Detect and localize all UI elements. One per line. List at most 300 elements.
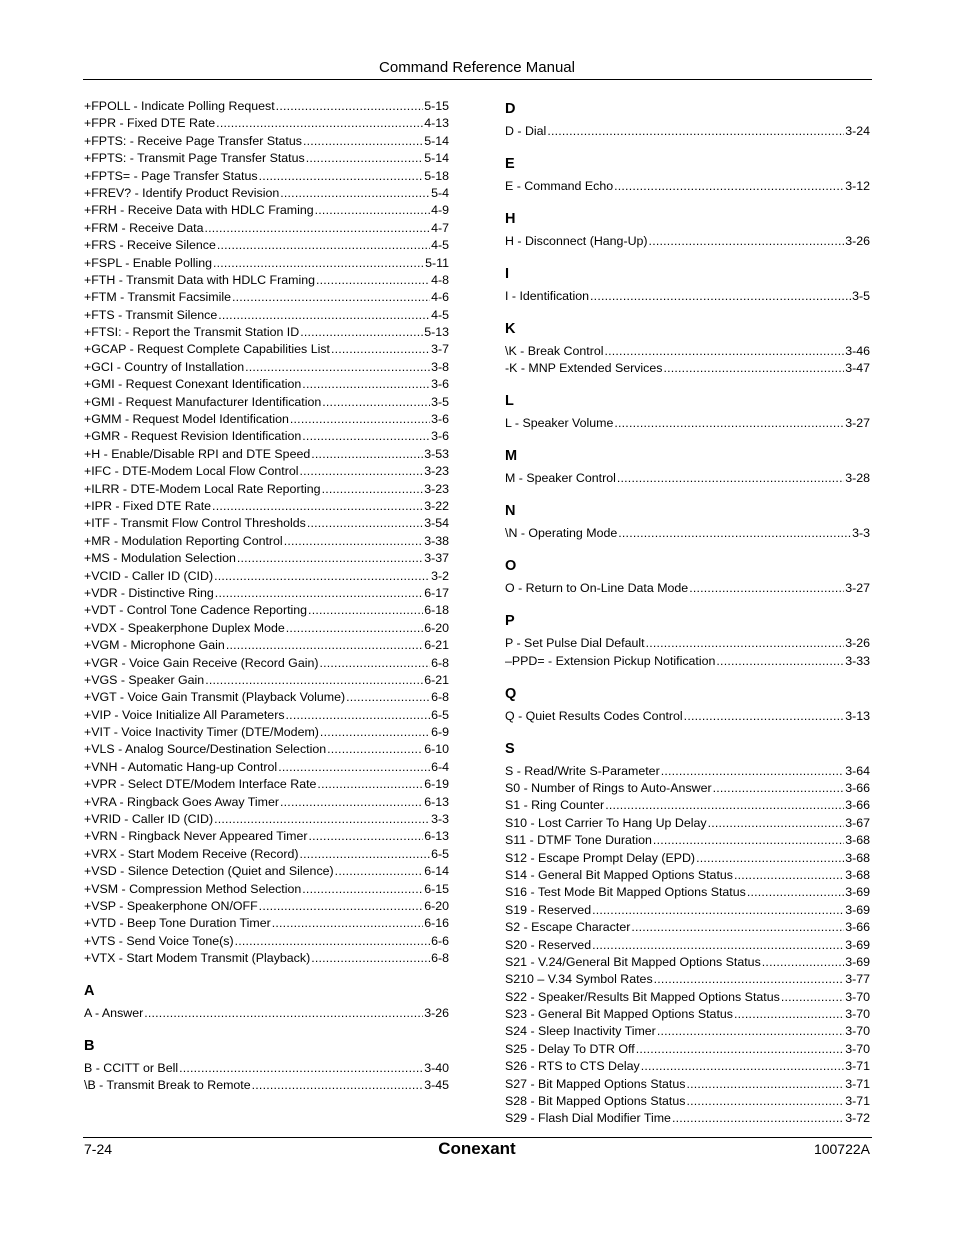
- index-section-n: [505, 498, 870, 542]
- entry-label: +FSPL - Enable Polling: [84, 255, 212, 270]
- index-entry[interactable]: [505, 233, 870, 250]
- dot-leader: [734, 1006, 844, 1023]
- section-letter: H: [505, 210, 516, 227]
- index-entry[interactable]: [84, 1005, 449, 1022]
- entry-label: +FRH - Receive Data with HDLC Framing: [84, 203, 314, 218]
- entry-label: H - Disconnect (Hang-Up): [505, 233, 648, 248]
- entry-label: -K - MNP Extended Services: [505, 361, 663, 376]
- index-entry[interactable]: [505, 832, 870, 849]
- dot-leader: [335, 863, 424, 880]
- entry-page: 6-19: [424, 777, 449, 792]
- index-entry[interactable]: [84, 255, 449, 272]
- index-entry[interactable]: [505, 1023, 870, 1040]
- dot-leader: [649, 233, 845, 250]
- entry-page: 3-13: [845, 708, 870, 723]
- dot-leader: [672, 1110, 844, 1127]
- dot-leader: [303, 133, 423, 150]
- index-section-b: [84, 1033, 449, 1095]
- entry-label: +VGS - Speaker Gain: [84, 672, 205, 687]
- index-entry[interactable]: [84, 915, 449, 932]
- index-entry[interactable]: [84, 863, 449, 880]
- dot-leader: [618, 525, 851, 542]
- index-entry[interactable]: [84, 515, 449, 532]
- index-entry[interactable]: [84, 828, 449, 845]
- entry-page: 3-46: [845, 343, 870, 358]
- dot-leader: [299, 463, 423, 480]
- index-entry[interactable]: [84, 237, 449, 254]
- index-entry[interactable]: [505, 971, 870, 988]
- index-entry[interactable]: [84, 568, 449, 585]
- index-entry[interactable]: [505, 797, 870, 814]
- index-entry[interactable]: [505, 653, 870, 670]
- index-entry[interactable]: [505, 415, 870, 432]
- entry-label: S28 - Bit Mapped Options Status: [505, 1094, 686, 1109]
- entry-label: S1 - Ring Counter: [505, 798, 605, 813]
- entry-label: S22 - Speaker/Results Bit Mapped Options Status: [505, 989, 780, 1004]
- entry-label: +FTSI: - Report the Transmit Station ID: [84, 325, 300, 340]
- dot-leader: [661, 763, 844, 780]
- section-letter: B: [84, 1037, 95, 1054]
- index-entry[interactable]: [84, 376, 449, 393]
- entry-page: 3-77: [845, 972, 870, 987]
- index-entry[interactable]: [84, 724, 449, 741]
- index-entry[interactable]: [84, 463, 449, 480]
- entry-page: 3-3: [431, 812, 449, 827]
- index-entry[interactable]: [505, 1093, 870, 1110]
- section-letter: N: [505, 503, 516, 520]
- entry-page: 4-8: [431, 272, 449, 287]
- index-entry[interactable]: [84, 498, 449, 515]
- index-entry[interactable]: [84, 133, 449, 150]
- entry-page: 3-66: [845, 798, 870, 813]
- entry-label: +VDR - Distinctive Ring: [84, 585, 214, 600]
- dot-leader: [218, 307, 430, 324]
- index-entry[interactable]: [505, 288, 870, 305]
- entry-label: +FREV? - Identify Product Revision: [84, 185, 280, 200]
- index-section-o: [505, 553, 870, 597]
- index-entry[interactable]: [84, 150, 449, 167]
- dot-leader: [319, 655, 430, 672]
- index-section-l: [505, 388, 870, 432]
- entry-page: 3-7: [431, 342, 449, 357]
- index-entry[interactable]: [84, 185, 449, 202]
- entry-page: 3-71: [845, 1076, 870, 1091]
- entry-page: 6-15: [424, 881, 449, 896]
- entry-label: +IFC - DTE-Modem Local Flow Control: [84, 464, 299, 479]
- entry-page: 3-53: [424, 446, 449, 461]
- dot-leader: [657, 1023, 844, 1040]
- index-entry[interactable]: [84, 359, 449, 376]
- index-entry[interactable]: [505, 989, 870, 1006]
- index-entry[interactable]: [505, 954, 870, 971]
- entry-page: 6-21: [424, 638, 449, 653]
- index-section-q: [505, 681, 870, 725]
- index-entry[interactable]: [505, 123, 870, 140]
- index-entry[interactable]: [505, 919, 870, 936]
- entry-label: O - Return to On-Line Data Mode: [505, 581, 689, 596]
- dot-leader: [259, 168, 424, 185]
- entry-page: 3-27: [845, 581, 870, 596]
- section-letter: E: [505, 155, 515, 172]
- index-entry[interactable]: [84, 585, 449, 602]
- index-entry[interactable]: [505, 1076, 870, 1093]
- index-entry[interactable]: [84, 98, 449, 115]
- entry-label: E - Command Echo: [505, 178, 614, 193]
- entry-page: 6-8: [431, 655, 449, 670]
- dot-leader: [614, 415, 844, 432]
- entry-page: 3-69: [845, 954, 870, 969]
- entry-label: +VDT - Control Tone Cadence Reporting: [84, 603, 308, 618]
- index-entry[interactable]: [84, 481, 449, 498]
- entry-label: S10 - Lost Carrier To Hang Up Delay: [505, 815, 707, 830]
- entry-page: 6-5: [431, 707, 449, 722]
- section-letter: D: [505, 101, 516, 117]
- entry-label: +VLS - Analog Source/Destination Selection: [84, 742, 327, 757]
- index-entry[interactable]: [505, 580, 870, 597]
- section-letter: L: [505, 393, 514, 410]
- section-letter: O: [505, 558, 517, 575]
- entry-label: +GMM - Request Model Identification: [84, 412, 289, 427]
- dot-leader: [713, 780, 845, 797]
- entry-label: S29 - Flash Dial Modifier Time: [505, 1111, 671, 1126]
- index-entry[interactable]: [84, 933, 449, 950]
- dot-leader: [322, 394, 430, 411]
- dot-leader: [302, 376, 430, 393]
- index-section-e: [505, 151, 870, 195]
- entry-label: +VSP - Speakerphone ON/OFF: [84, 898, 258, 913]
- entry-page: 3-70: [845, 1024, 870, 1039]
- entry-label: S24 - Sleep Inactivity Timer: [505, 1024, 656, 1039]
- index-entry[interactable]: [505, 1110, 870, 1127]
- entry-page: 3-37: [424, 551, 449, 566]
- entry-label: B - CCITT or Bell: [84, 1060, 179, 1075]
- index-entry[interactable]: [84, 655, 449, 672]
- dot-leader: [290, 411, 430, 428]
- dot-leader: [617, 470, 844, 487]
- entry-label: P - Set Pulse Dial Default: [505, 636, 645, 651]
- entry-label: S16 - Test Mode Bit Mapped Options Status: [505, 885, 746, 900]
- index-entry[interactable]: [84, 307, 449, 324]
- dot-leader: [280, 185, 430, 202]
- entry-page: 3-69: [845, 902, 870, 917]
- index-right-column: [505, 96, 870, 1138]
- entry-label: +VCID - Caller ID (CID): [84, 568, 214, 583]
- entry-label: S23 - General Bit Mapped Options Status: [505, 1007, 733, 1022]
- entry-page: 6-20: [424, 898, 449, 913]
- entry-label: +GMR - Request Revision Identification: [84, 429, 302, 444]
- entry-page: 6-20: [424, 620, 449, 635]
- entry-label: S2 - Escape Character: [505, 920, 631, 935]
- index-entry[interactable]: [84, 794, 449, 811]
- index-entry[interactable]: [505, 902, 870, 919]
- dot-leader: [592, 902, 844, 919]
- entry-page: 3-6: [431, 377, 449, 392]
- dot-leader: [641, 1058, 844, 1075]
- index-entry[interactable]: [84, 115, 449, 132]
- index-entry[interactable]: [505, 884, 870, 901]
- index-entry[interactable]: [84, 741, 449, 758]
- index-entry[interactable]: [84, 689, 449, 706]
- entry-label: +GCI - Country of Installation: [84, 359, 245, 374]
- section-letter: I: [505, 265, 510, 282]
- index-entry[interactable]: [84, 950, 449, 967]
- dot-leader: [278, 759, 430, 776]
- entry-page: 5-15: [424, 99, 449, 113]
- index-entry[interactable]: [84, 168, 449, 185]
- section-letter: K: [505, 320, 516, 337]
- entry-label: \N - Operating Mode: [505, 526, 618, 541]
- dot-leader: [747, 884, 844, 901]
- dot-leader: [327, 741, 423, 758]
- dot-leader: [259, 898, 424, 915]
- entry-page: 6-6: [431, 933, 449, 948]
- entry-page: 5-18: [424, 168, 449, 183]
- entry-label: +VNH - Automatic Hang-up Control: [84, 759, 278, 774]
- index-entry[interactable]: [505, 937, 870, 954]
- index-entry[interactable]: [505, 763, 870, 780]
- header-rule: [83, 79, 872, 80]
- dot-leader: [686, 1076, 844, 1093]
- dot-leader: [663, 360, 844, 377]
- dot-leader: [306, 150, 423, 167]
- entry-page: 3-38: [424, 533, 449, 548]
- index-entry[interactable]: [84, 202, 449, 219]
- entry-page: 3-70: [845, 989, 870, 1004]
- dot-leader: [214, 568, 430, 585]
- entry-label: S0 - Number of Rings to Auto-Answer: [505, 781, 712, 795]
- entry-label: D - Dial: [505, 124, 547, 138]
- dot-leader: [653, 832, 844, 849]
- section-letter: M: [505, 448, 518, 465]
- dot-leader: [286, 620, 423, 637]
- index-entry[interactable]: [505, 867, 870, 884]
- entry-label: +VGR - Voice Gain Receive (Record Gain): [84, 655, 319, 670]
- entry-label: +VRA - Ringback Goes Away Timer: [84, 794, 280, 809]
- dot-leader: [204, 220, 430, 237]
- dot-leader: [245, 359, 430, 376]
- index-entry[interactable]: [505, 1041, 870, 1058]
- dot-leader: [646, 635, 845, 652]
- dot-leader: [636, 1041, 844, 1058]
- dot-leader: [631, 919, 844, 936]
- dot-leader: [237, 550, 423, 567]
- index-entry[interactable]: [84, 811, 449, 828]
- index-entry[interactable]: [84, 446, 449, 463]
- entry-page: 3-26: [845, 233, 870, 248]
- entry-page: 3-70: [845, 1007, 870, 1022]
- index-entry[interactable]: [84, 602, 449, 619]
- dot-leader: [308, 828, 423, 845]
- index-entry[interactable]: [84, 776, 449, 793]
- section-letter: P: [505, 613, 515, 630]
- entry-label: +VTS - Send Voice Tone(s): [84, 933, 234, 948]
- entry-label: +VGM - Microphone Gain: [84, 638, 225, 653]
- entry-label: +FPTS: - Receive Page Transfer Status: [84, 133, 302, 148]
- dot-leader: [762, 954, 844, 971]
- index-entry[interactable]: [505, 178, 870, 195]
- entry-label: S - Read/Write S-Parameter: [505, 763, 660, 778]
- dot-leader: [654, 971, 845, 988]
- entry-page: 5-11: [425, 255, 449, 270]
- dot-leader: [781, 989, 844, 1006]
- entry-label: L - Speaker Volume: [505, 416, 614, 431]
- entry-page: 6-8: [431, 690, 449, 705]
- dot-leader: [614, 178, 844, 195]
- entry-page: 3-12: [845, 178, 870, 193]
- index-entry[interactable]: [84, 707, 449, 724]
- entry-label: +FPR - Fixed DTE Rate: [84, 116, 216, 131]
- index-entry[interactable]: [505, 780, 870, 797]
- entry-page: 3-47: [845, 361, 870, 376]
- dot-leader: [320, 724, 430, 741]
- dot-leader: [179, 1060, 423, 1077]
- index-entry[interactable]: [84, 272, 449, 289]
- index-entry[interactable]: [84, 324, 449, 341]
- index-entry[interactable]: [84, 898, 449, 915]
- index-entry[interactable]: [84, 672, 449, 689]
- entry-label: +FRM - Receive Data: [84, 220, 204, 235]
- entry-label: +H - Enable/Disable RPI and DTE Speed: [84, 446, 311, 461]
- index-entry[interactable]: [84, 394, 449, 411]
- entry-page: 3-66: [845, 920, 870, 935]
- dot-leader: [276, 98, 424, 115]
- dot-leader: [317, 776, 423, 793]
- index-entry[interactable]: [84, 1077, 449, 1094]
- entry-page: 4-5: [431, 307, 449, 322]
- dot-leader: [592, 937, 844, 954]
- index-entry[interactable]: [505, 343, 870, 360]
- dot-leader: [300, 846, 431, 863]
- dot-leader: [272, 915, 423, 932]
- dot-leader: [322, 481, 424, 498]
- entry-label: S27 - Bit Mapped Options Status: [505, 1076, 686, 1091]
- entry-page: 4-6: [431, 290, 449, 305]
- entry-page: 3-67: [845, 815, 870, 830]
- entry-page: 6-9: [431, 725, 449, 740]
- entry-page: 3-69: [845, 937, 870, 952]
- dot-leader: [217, 237, 430, 254]
- entry-label: +GCAP - Request Complete Capabilities List: [84, 342, 330, 357]
- index-section-i: [505, 261, 870, 305]
- index-entry[interactable]: [84, 759, 449, 776]
- entry-label: –PPD= - Extension Pickup Notification: [505, 653, 716, 668]
- dot-leader: [214, 811, 430, 828]
- index-entry[interactable]: [505, 1058, 870, 1075]
- entry-page: 3-70: [845, 1041, 870, 1056]
- index-section-m: [505, 443, 870, 487]
- entry-label: \B - Transmit Break to Remote: [84, 1077, 251, 1092]
- index-entry[interactable]: [84, 289, 449, 306]
- index-entry[interactable]: [505, 635, 870, 652]
- entry-label: S210 – V.34 Symbol Rates: [505, 972, 653, 987]
- index-entry[interactable]: [84, 411, 449, 428]
- entry-label: +FPOLL - Indicate Polling Request: [84, 99, 275, 113]
- entry-page: 3-5: [852, 288, 870, 303]
- entry-label: +IPR - Fixed DTE Rate: [84, 498, 212, 513]
- index-entry[interactable]: [84, 341, 449, 358]
- entry-label: +VPR - Select DTE/Modem Interface Rate: [84, 777, 317, 792]
- index-entry[interactable]: [84, 1060, 449, 1077]
- entry-page: 4-13: [424, 116, 449, 131]
- dot-leader: [604, 343, 844, 360]
- entry-page: 6-21: [424, 672, 449, 687]
- dot-leader: [215, 585, 423, 602]
- entry-page: 3-23: [424, 464, 449, 479]
- index-entry[interactable]: [505, 815, 870, 832]
- entry-label: S12 - Escape Prompt Delay (EPD): [505, 850, 696, 865]
- entry-page: 3-6: [431, 429, 449, 444]
- index-section-k: [505, 316, 870, 378]
- dot-leader: [307, 515, 423, 532]
- entry-page: 3-6: [431, 412, 449, 427]
- entry-label: +FTH - Transmit Data with HDLC Framing: [84, 272, 315, 287]
- dot-leader: [216, 115, 423, 132]
- entry-page: 6-18: [424, 603, 449, 618]
- entry-page: 3-33: [845, 653, 870, 668]
- entry-label: +VTD - Beep Tone Duration Timer: [84, 916, 271, 931]
- dot-leader: [605, 797, 844, 814]
- entry-label: S20 - Reserved: [505, 937, 592, 952]
- entry-page: 3-27: [845, 416, 870, 431]
- entry-label: +FTS - Transmit Silence: [84, 307, 218, 322]
- index-entry[interactable]: [84, 533, 449, 550]
- index-entry[interactable]: [505, 708, 870, 725]
- entry-label: +VIP - Voice Initialize All Parameters: [84, 707, 285, 722]
- dot-leader: [205, 672, 423, 689]
- index-entry[interactable]: [84, 637, 449, 654]
- index-entry[interactable]: [505, 470, 870, 487]
- entry-label: \K - Break Control: [505, 343, 604, 358]
- entry-page: 3-2: [431, 568, 449, 583]
- dot-leader: [708, 815, 845, 832]
- entry-page: 3-64: [845, 763, 870, 778]
- entry-page: 3-28: [845, 471, 870, 486]
- entry-label: +ITF - Transmit Flow Control Thresholds: [84, 516, 306, 531]
- index-entry[interactable]: [84, 846, 449, 863]
- dot-leader: [302, 428, 430, 445]
- entry-label: Q - Quiet Results Codes Control: [505, 708, 683, 723]
- index-entry[interactable]: [84, 881, 449, 898]
- index-entry[interactable]: [84, 428, 449, 445]
- entry-page: 6-10: [424, 742, 449, 757]
- entry-page: 3-72: [845, 1111, 870, 1126]
- entry-label: +VRN - Ringback Never Appeared Timer: [84, 829, 308, 844]
- dot-leader: [689, 580, 844, 597]
- index-entry[interactable]: [505, 360, 870, 377]
- entry-page: 6-13: [424, 829, 449, 844]
- index-entry[interactable]: [505, 850, 870, 867]
- running-header-title: Command Reference Manual: [379, 59, 575, 76]
- index-entry[interactable]: [505, 525, 870, 542]
- entry-page: 6-4: [431, 759, 449, 774]
- index-entry[interactable]: [84, 620, 449, 637]
- entry-label: +VTX - Start Modem Transmit (Playback): [84, 951, 311, 966]
- entry-page: 3-3: [852, 526, 870, 541]
- dot-leader: [315, 202, 430, 219]
- entry-page: 3-71: [845, 1059, 870, 1074]
- dot-leader: [226, 637, 423, 654]
- index-entry[interactable]: [84, 220, 449, 237]
- index-section-h: [505, 206, 870, 250]
- entry-label: +ILRR - DTE-Modem Local Rate Reporting: [84, 481, 321, 496]
- dot-leader: [144, 1005, 423, 1022]
- index-entry[interactable]: [84, 550, 449, 567]
- index-entry[interactable]: [505, 1006, 870, 1023]
- entry-page: 6-16: [424, 916, 449, 931]
- page-number: 7-24: [84, 1141, 113, 1157]
- dot-leader: [346, 689, 430, 706]
- index-left-column: [84, 98, 449, 1105]
